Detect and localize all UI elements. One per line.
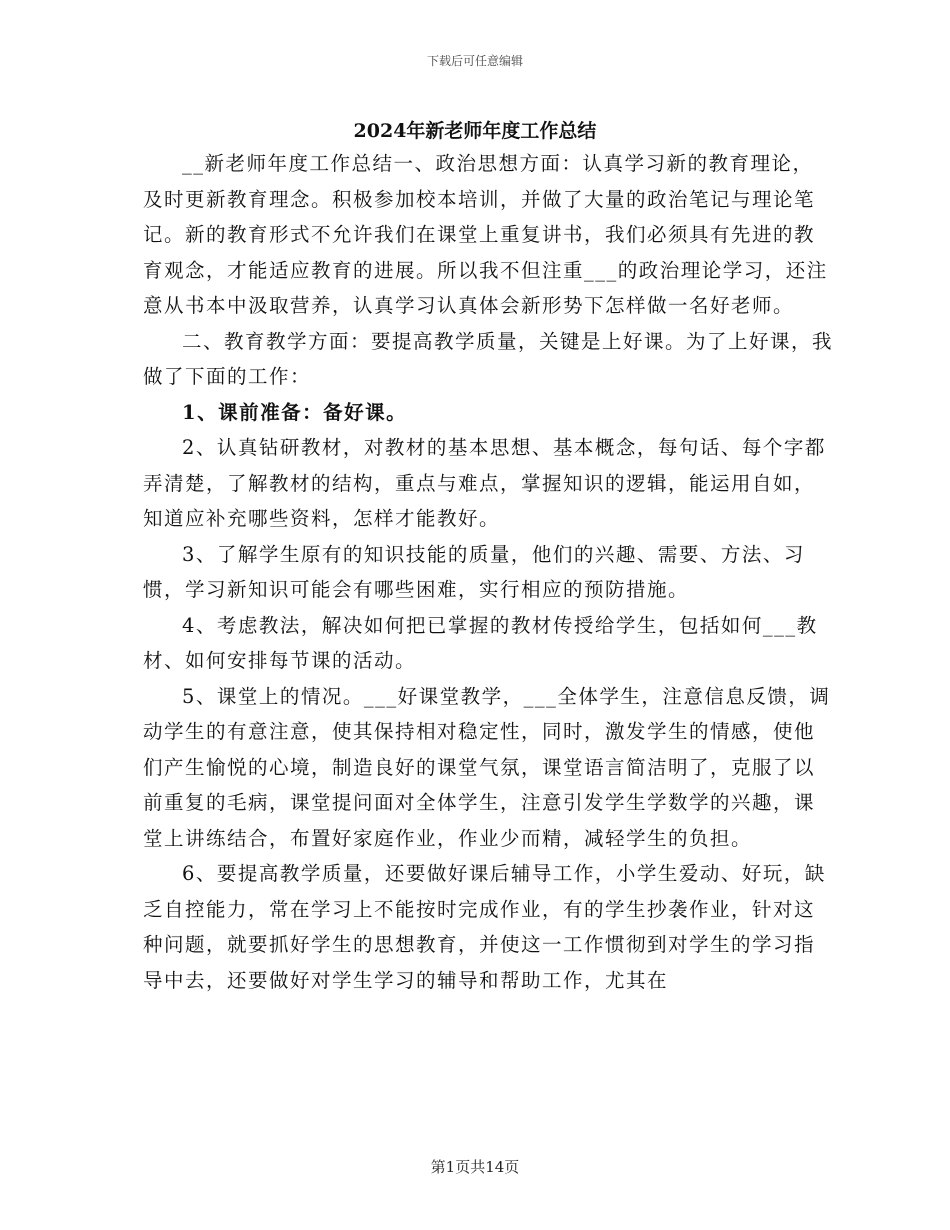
paragraph-teaching: 二、教育教学方面：要提高教学质量，关键是上好课。为了上好课，我做了下面的工作： bbox=[143, 329, 834, 388]
paragraph-item-4: 4、考虑教法，解决如何把已掌握的教材传授给学生，包括如何___教材、如何安排每节课的活动。 bbox=[143, 613, 818, 672]
paragraph-item-2: 2、认真钻研教材，对教材的基本思想、基本概念，每句话、每个字都弄清楚，了解教材的结构，重点与难点，掌握知识的逻辑，能运用自如，知道应补充哪些资料，怎样才能教好。 bbox=[143, 436, 826, 530]
section-heading-preparation: 1、课前准备：备好课。 bbox=[182, 400, 408, 424]
paragraph-political: __新老师年度工作总结一、政治思想方面：认真学习新的教育理论，及时更新教育理念。积极参加校本培训，并做了大量的政治笔记与理论笔记。新的教育形式不允许我们在课堂上重复讲书，我们必须具有先进的教育观念，才能适应教育的进展。所以我不但注重___的政治理论学习，还注意从书本中汲取营养，认真学习认真体会新形势下怎样做一名好老师。 bbox=[143, 152, 828, 317]
paragraph-item-3: 3、了解学生原有的知识技能的质量，他们的兴趣、需要、方法、习惯，学习新知识可能会有哪些困难，实行相应的预防措施。 bbox=[143, 542, 805, 601]
page-number-footer: 第1页共14页 bbox=[430, 1158, 520, 1176]
document-body bbox=[143, 146, 833, 998]
document-title: 2024年新老师年度工作总结 bbox=[353, 120, 597, 142]
paragraph-item-6: 6、要提高教学质量，还要做好课后辅导工作，小学生爱动、好玩，缺乏自控能力，常在学习上不能按时完成作业，有的学生抄袭作业，针对这种问题，就要抓好学生的思想教育，并使这一工作惯彻到对学生的学习指导中去，还要做好对学生学习的辅导和帮助工作，尤其在 bbox=[143, 862, 826, 992]
paragraph-item-5: 5、课堂上的情况。___好课堂教学，___全体学生，注意信息反馈，调动学生的有意注意，使其保持相对稳定性，同时，激发学生的情感，使他们产生愉悦的心境，制造良好的课堂气氛，课堂语言简洁明了，克服了以前重复的毛病，课堂提问面对全体学生，注意引发学生学数学的兴趣，课堂上讲练结合，布置好家庭作业，作业少而精，减轻学生的负担。 bbox=[143, 684, 831, 850]
header-note: 下载后可任意编辑 bbox=[426, 54, 523, 68]
